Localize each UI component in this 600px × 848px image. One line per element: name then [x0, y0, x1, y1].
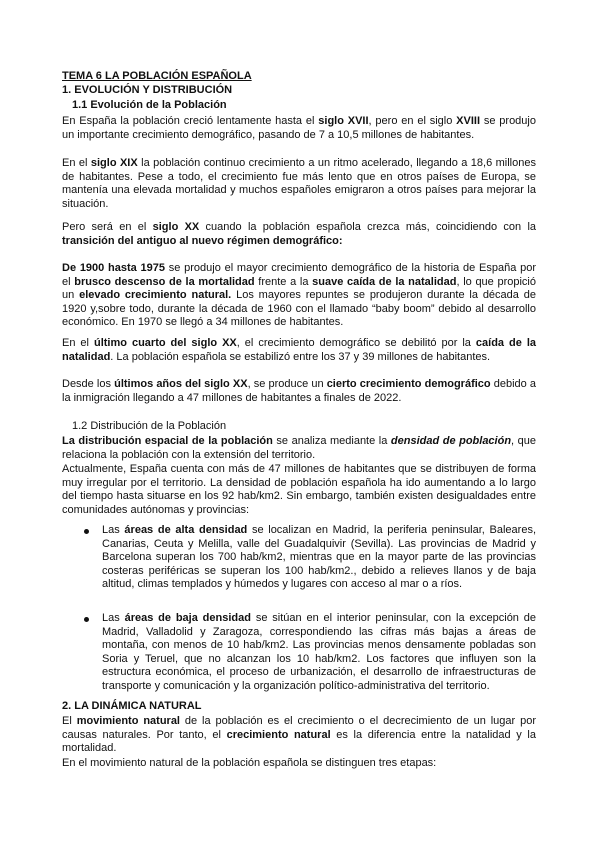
- paragraph-1900-1975: De 1900 hasta 1975 se produjo el mayor crecimiento demográfico de la historia de España por el brusco descenso de la mortalidad frente a la suave caída de la natalidad, lo que propició un elevado crecimiento natural. Los mayores repuntes se produjeron durante la década de 1920 y,sobre todo, durante la década de 1960 con el llamado “baby boom” debido al desarrollo económico. En 1970 se llegó a 34 millones de habitantes.: [62, 262, 536, 329]
- paragraph-siglo-xix: En el siglo XIX la población continuo crecimiento a un ritmo acelerado, llegando a 18,6 millones de habitantes. Pese a todo, el crecimiento fue más lento que en otros países de Europa, se mantenía una elevada mortalidad y muchos españoles emigraron a otros países para mejorar la situación.: [62, 157, 536, 210]
- subsection-1-2-heading: 1.2 Distribución de la Población: [72, 420, 227, 432]
- subsection-1-1-heading: 1.1 Evolución de la Población: [72, 99, 227, 111]
- page-title: TEMA 6 LA POBLACIÓN ESPAÑOLA: [62, 70, 252, 82]
- bullet-baja-densidad: Las áreas de baja densidad se sitúan en el interior peninsular, con la excepción de Madrid, Valladolid y Zaragoza, correspondiendo las cifras más bajas a áreas de montaña, con menos de 10 hab/km2. Las provincias menos densamente pobladas son Soria y Teruel, que no alcanzan los 10 hab/km2. Los factores que influyen son la estructura económica, el proceso de urbanización, el desarrollo de infraestructuras de transporte y comunicación y la organización político-administrativa del territorio.: [102, 612, 536, 692]
- paragraph-ultimos-anos: Desde los últimos años del siglo XX, se produce un cierto crecimiento demográfico debido a la inmigración llegando a 47 millones de habitantes a finales de 2022.: [62, 378, 536, 404]
- bullet-dot: [84, 529, 89, 534]
- section-1-heading: 1. EVOLUCIÓN Y DISTRIBUCIÓN: [62, 84, 233, 96]
- paragraph-ultimo-cuarto: En el último cuarto del siglo XX, el crecimiento demográfico se debilitó por la caída de la natalidad. La población española se estabilizó entre los 37 y 39 millones de habitantes.: [62, 337, 536, 363]
- bullet-alta-densidad: Las áreas de alta densidad se localizan en Madrid, la periferia peninsular, Baleares, Canarias, Ceuta y Melilla, valle del Guadalquivir (Sevilla). Las provincias de Madrid y Barcelona superan los 700 hab/km2, mientras que en la mayor parte de las provincias costeras periféricas se superan los 100 hab/km2., debido a relieves llanos y de baja altitud, climas templados y húmedos y lugares con acceso al mar o a ríos.: [102, 524, 537, 591]
- paragraph-distribucion-espacial: La distribución espacial de la población se analiza mediante la densidad de población, que relaciona la población con la extensión del territorio.: [62, 435, 536, 461]
- paragraph-evolucion-1: En España la población creció lentamente hasta el siglo XVII, pero en el siglo XVIII se produjo un importante crecimiento demográfico, pasando de 7 a 10,5 millones de habitantes.: [62, 115, 536, 141]
- bullet-dot: [84, 617, 89, 622]
- paragraph-movimiento-natural: El movimiento natural de la población es el crecimiento o el decrecimiento de un lugar por causas naturales. Por tanto, el crecimiento natural es la diferencia entre la natalidad y la mortalidad.: [62, 715, 536, 755]
- paragraph-tres-etapas: En el movimiento natural de la población española se distinguen tres etapas:: [62, 757, 437, 769]
- paragraph-siglo-xx: Pero será en el siglo XX cuando la población española crezca más, coincidiendo con la transición del antiguo al nuevo régimen demográfico:: [62, 221, 537, 247]
- paragraph-actualmente: Actualmente, España cuenta con más de 47 millones de habitantes que se distribuyen de forma muy irregular por el territorio. La densidad de población española ha ido aumentando a lo largo del tiempo hasta situarse en los 92 hab/km2. Sin embargo, también existen desigualdades entre comunidades autónomas y provincias:: [62, 463, 536, 516]
- section-2-heading: 2. LA DINÁMICA NATURAL: [62, 700, 202, 712]
